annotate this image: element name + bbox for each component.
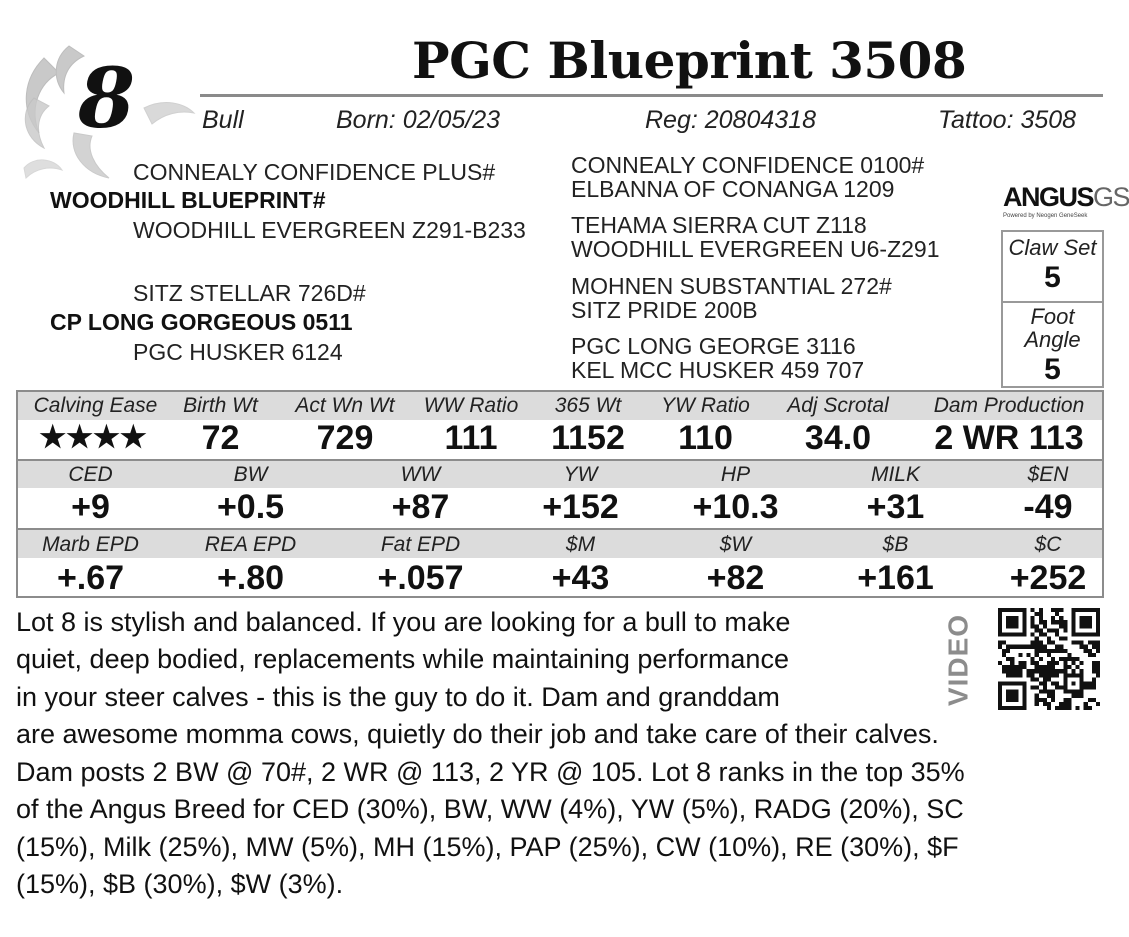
epd-label: WW [400, 463, 441, 486]
carcass-label: $B [882, 533, 909, 556]
description-line: Dam posts 2 BW @ 70#, 2 WR @ 113, 2 YR @ 105. Lot 8 ranks in the top 35% [16, 757, 965, 787]
performance-label: WW Ratio [423, 394, 519, 417]
epd-value: +87 [391, 488, 450, 526]
pedigree-far-item: CONNEALY CONFIDENCE 0100# [571, 152, 925, 178]
registration-number: Reg: 20804318 [645, 106, 816, 134]
epd-label: BW [233, 463, 268, 486]
sex-label: Bull [202, 106, 244, 134]
claw-set-label: Claw Set [1008, 235, 1097, 260]
epd-label: HP [720, 463, 751, 486]
angus-logo-main: ANGUS [1003, 182, 1094, 212]
performance-value: 72 [201, 419, 240, 457]
pedigree-far-item: MOHNEN SUBSTANTIAL 272# [571, 273, 892, 299]
performance-label: 365 Wt [554, 394, 622, 417]
pedigree-sire: WOODHILL BLUEPRINT# [50, 187, 326, 213]
performance-grid [16, 390, 1104, 598]
performance-label: Birth Wt [183, 394, 258, 417]
description-line: quiet, deep bodied, replacements while maintaining performance [16, 644, 789, 674]
angus-logo-suffix: GS [1093, 182, 1129, 212]
foot-angle-label-2: Angle [1024, 327, 1081, 352]
performance-label: YW Ratio [661, 394, 750, 417]
performance-value: 34.0 [804, 419, 872, 457]
pedigree-far-item: KEL MCC HUSKER 459 707 [571, 357, 865, 383]
performance-label: Act Wn Wt [295, 394, 395, 417]
carcass-value: +.057 [377, 559, 464, 597]
performance-value: 110 [678, 419, 733, 457]
video-label-text: VIDEO [942, 613, 974, 707]
description-line: of the Angus Breed for CED (30%), BW, WW (4%), YW (5%), RADG (20%), SC [16, 794, 964, 824]
performance-label: Adj Scrotal [787, 394, 889, 417]
epd-label: $EN [1027, 463, 1069, 486]
description-line: (15%), $B (30%), $W (3%). [16, 869, 344, 899]
description-line: (15%), Milk (25%), MW (5%), MH (15%), PAP (25%), CW (10%), RE (30%), $F [16, 832, 959, 862]
carcass-value: +161 [857, 559, 934, 597]
epd-label: MILK [870, 463, 920, 486]
epd-value: +9 [71, 488, 110, 526]
performance-label: Dam Production [933, 394, 1085, 417]
video-label [940, 610, 980, 710]
epd-value: +31 [866, 488, 925, 526]
pedigree-sire-sire: CONNEALY CONFIDENCE PLUS# [133, 159, 496, 185]
performance-value: 1152 [551, 419, 625, 457]
lot-number: 8 [78, 51, 136, 147]
description-line: Lot 8 is stylish and balanced. If you are looking for a bull to make [16, 607, 791, 637]
carcass-label: REA EPD [204, 533, 297, 556]
pedigree-dam: CP LONG GORGEOUS 0511 [50, 309, 353, 335]
carcass-value: +43 [551, 559, 610, 597]
structure-score-box [1001, 230, 1104, 388]
epd-value: +10.3 [692, 488, 779, 526]
carcass-value: +.67 [56, 559, 125, 597]
lot-title: PGC Blueprint 3508 [412, 31, 967, 90]
carcass-label: $W [719, 533, 752, 556]
carcass-value: +82 [706, 559, 765, 597]
pedigree-dam-dam: PGC HUSKER 6124 [133, 339, 343, 365]
carcass-label: Fat EPD [380, 533, 461, 556]
pedigree-sire-dam: WOODHILL EVERGREEN Z291-B233 [133, 217, 526, 243]
angus-logo-sub: Powered by Neogen GeneSeek [1003, 213, 1088, 219]
pedigree-far-item: TEHAMA SIERRA CUT Z118 [571, 212, 867, 238]
carcass-label: Marb EPD [42, 533, 139, 556]
pedigree-far-item: ELBANNA OF CONANGA 1209 [571, 176, 895, 202]
foot-angle-value: 5 [1044, 353, 1061, 386]
description-line: are awesome momma cows, quietly do their job and take care of their calves. [16, 719, 939, 749]
epd-label: CED [68, 463, 113, 486]
performance-value: 111 [444, 419, 498, 457]
epd-value: -49 [1023, 488, 1073, 526]
foot-angle-label-1: Foot [1030, 304, 1075, 329]
claw-set-value: 5 [1044, 261, 1061, 294]
performance-value: 729 [316, 419, 374, 457]
tattoo: Tattoo: 3508 [938, 106, 1077, 134]
epd-value: +0.5 [216, 488, 285, 526]
pedigree-far-item: WOODHILL EVERGREEN U6-Z291 [571, 236, 940, 262]
title-rule [200, 94, 1103, 97]
calving-ease-stars: ★★★★ [39, 421, 147, 454]
qr-code[interactable] [998, 608, 1100, 710]
score-divider [1003, 301, 1102, 303]
carcass-label: $C [1034, 533, 1062, 556]
pedigree-far-item: PGC LONG GEORGE 3116 [571, 333, 856, 359]
description-line: in your steer calves - this is the guy to do it. Dam and granddam [16, 682, 780, 712]
pedigree-dam-sire: SITZ STELLAR 726D# [133, 280, 366, 306]
performance-label: Calving Ease [33, 394, 158, 417]
performance-value: 2 WR 113 [934, 419, 1084, 457]
epd-label: YW [563, 463, 598, 486]
epd-value: +152 [542, 488, 619, 526]
carcass-value: +252 [1009, 559, 1087, 597]
birth-date: Born: 02/05/23 [336, 106, 501, 134]
angus-gs-logo [1003, 182, 1129, 224]
carcass-label: $M [565, 533, 596, 556]
carcass-value: +.80 [216, 559, 285, 597]
pedigree-far-item: SITZ PRIDE 200B [571, 297, 758, 323]
